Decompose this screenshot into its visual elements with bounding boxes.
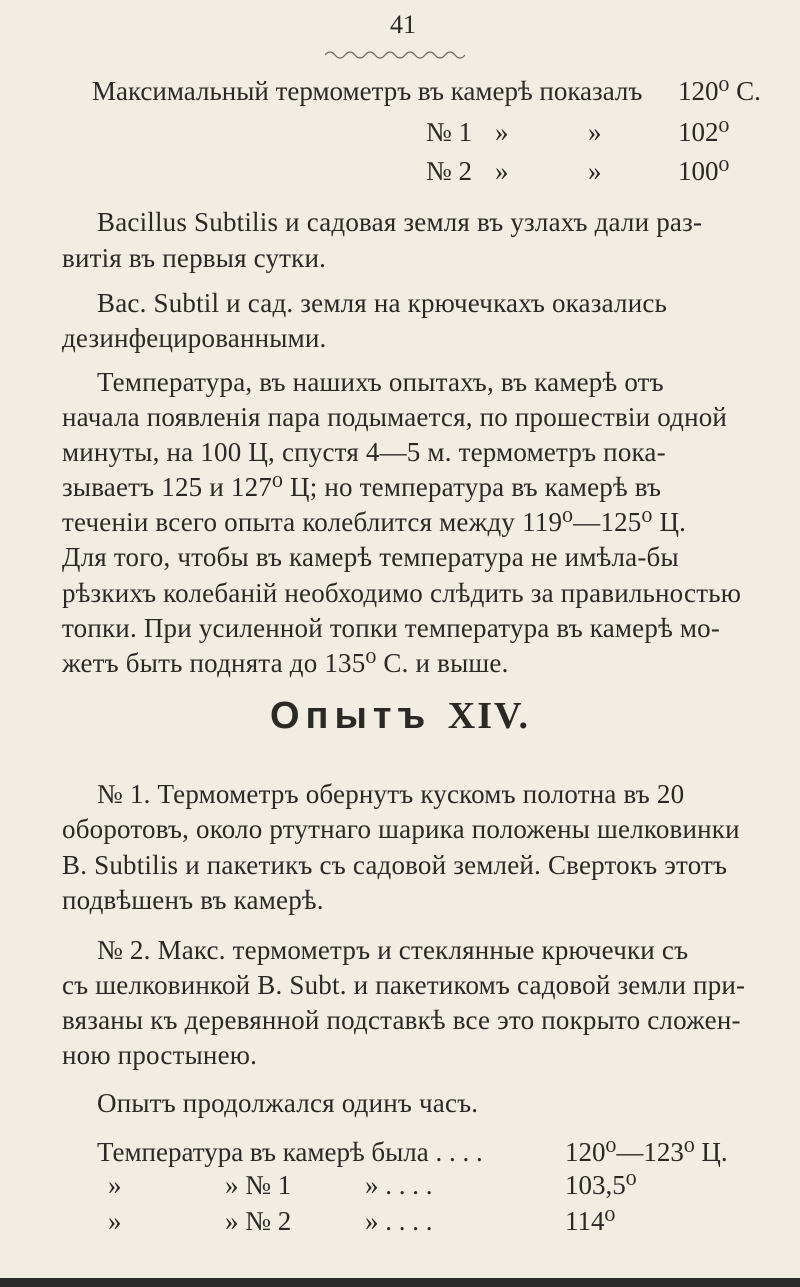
bottom-table-row2-ditto2: » . . . . — [365, 1170, 433, 1200]
para6-line1: Опытъ продолжался одинъ часъ. — [97, 1088, 479, 1118]
top-table-row3-ditto2: » — [588, 156, 602, 186]
para5-line2: съ шелковинкой В. Subt. и пакетикомъ садовой земли при- — [62, 970, 746, 1000]
para3-line9: жетъ быть поднята до 135⁰ С. и выше. — [62, 648, 509, 678]
page-number: 41 — [390, 10, 416, 39]
para4-line2: оборотовъ, около ртутнаго шарика положены шелковинки — [62, 814, 740, 844]
para2-line2: дезинфецированными. — [62, 323, 327, 353]
bottom-table-row1-value: 120⁰—123⁰ Ц. — [565, 1137, 728, 1167]
para3-line4: зываетъ 125 и 127⁰ Ц; но температура въ камерѣ въ — [62, 472, 662, 502]
para5-line4: ною простынею. — [62, 1040, 258, 1070]
bottom-table-row3-ditto1: » — [108, 1206, 122, 1236]
top-table-row2-value: 102⁰ — [678, 117, 730, 147]
top-table-row2-label: № 1 — [426, 117, 473, 147]
bottom-table-row2-ditto1: » — [108, 1170, 122, 1200]
para5-line1: № 2. Макс. термометръ и стеклянные крючечки съ — [97, 935, 689, 965]
para1-line2: витія въ первыя сутки. — [62, 243, 327, 273]
bottom-table-row1-label: Температура въ камерѣ была . . . . — [97, 1137, 483, 1167]
top-table-row1-value: 120⁰ С. — [678, 76, 761, 106]
top-table-row2-ditto1: » — [495, 117, 509, 147]
bottom-table-row3-label: » № 2 — [225, 1206, 292, 1236]
section-heading — [0, 694, 800, 738]
bottom-table-row3-ditto2: » . . . . — [365, 1206, 433, 1236]
para4-line3: B. Subtilis и пакетикъ съ садовой землей. Свертокъ этотъ — [62, 850, 728, 880]
bottom-table-row2-label: » № 1 — [225, 1170, 292, 1200]
para3-line2: начала появленія пара подымается, по прошествіи одной — [62, 402, 728, 432]
para5-line3: вязаны къ деревянной подставкѣ все это покрыто сложен- — [62, 1005, 741, 1035]
para3-line8: топки. При усиленной топки температура въ камерѣ мо- — [62, 613, 721, 643]
heading-word: Опытъ — [269, 695, 432, 737]
para3-line6: Для того, чтобы въ камерѣ температура не имѣла-бы — [62, 542, 679, 572]
top-table-row2-ditto2: » — [588, 117, 602, 147]
top-table-row3-ditto1: » — [495, 156, 509, 186]
para4-line4: подвѣшенъ въ камерѣ. — [62, 885, 324, 915]
para3-line1: Температура, въ нашихъ опытахъ, въ камерѣ отъ — [97, 367, 664, 397]
bottom-table-row3-value: 114⁰ — [565, 1206, 616, 1236]
para3-line5: теченіи всего опыта колеблится между 119⁰—125⁰ Ц. — [62, 507, 687, 537]
decorative-ornament-line — [325, 48, 465, 62]
para4-line1: № 1. Термометръ обернутъ кускомъ полотна въ 20 — [97, 779, 685, 809]
heading-numeral: XIV. — [447, 695, 531, 737]
para3-line3: минуты, на 100 Ц, спустя 4—5 м. термометръ пока- — [62, 437, 666, 467]
top-table-row3-value: 100⁰ — [678, 156, 730, 186]
para2-line1: Bac. Subtil и сад. земля на крючечкахъ оказались — [97, 288, 668, 318]
para1-line1: Bacillus Subtilis и садовая земля въ узлахъ дали раз- — [97, 207, 703, 237]
bottom-table-row2-value: 103,5⁰ — [565, 1170, 637, 1200]
page-bottom-edge — [0, 1278, 800, 1287]
top-table-row1-label: Максимальный термометръ въ камерѣ показалъ — [92, 76, 643, 106]
para3-line7: рѣзкихъ колебаній необходимо слѣдить за правильностью — [62, 578, 742, 608]
top-table-row3-label: № 2 — [426, 156, 473, 186]
